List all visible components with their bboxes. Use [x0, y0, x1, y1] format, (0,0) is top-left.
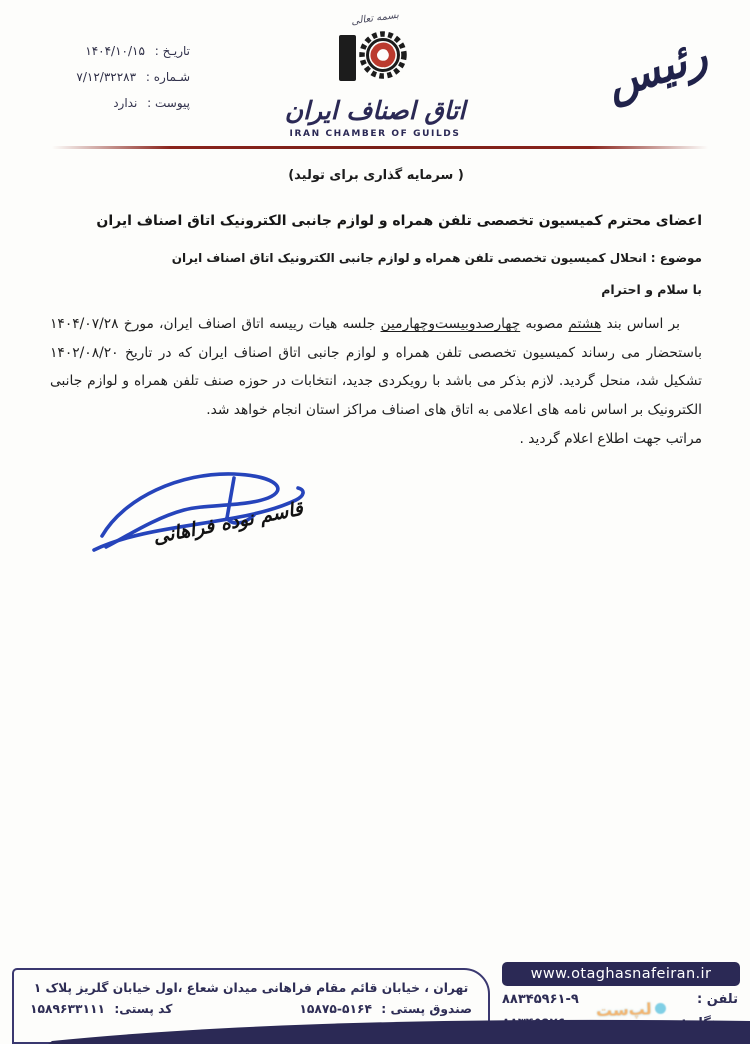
date-label: تاریـخ :	[154, 44, 190, 58]
postalcode-value: ۱۵۸۹۶۳۳۱۱۱	[30, 1002, 106, 1016]
closing-line: مراتب جهت اطلاع اعلام گردید .	[519, 431, 702, 447]
chamber-name-english: IRAN CHAMBER OF GUILDS	[289, 129, 461, 139]
paragraph-part: بر اساس بند	[601, 316, 680, 332]
underlined-word-424th: چهارصدوبیست‌وچهارمین	[380, 316, 521, 332]
pobox-value: ۱۵۸۷۵-۵۱۶۴	[299, 1002, 372, 1016]
besmele-text: بسمه تعالی	[350, 9, 400, 28]
pobox-label: صندوق پستی :	[381, 1002, 472, 1016]
paragraph-part: جلسه هیات رییسه اتاق اصناف ایران، مورخ ۱۴۰۴/۰۷/۲۸ باستحضار می رساند کمیسیون تخصصی تلفن همراه و لوازم جانبی اتاق اصناف ایران که در تاریخ ۱۴۰۲/۰۸/۲۰ تشکیل شد، منحل گردید. لازم بذکر می باشد با رویکردی جدید، انتخابات در حوزه صنف تلفن همراه و لوازم جانبی الکترونیک بر اساس نامه های اعلامی به اتاق های اصناف مراکز استان انجام خواهد شد.	[50, 316, 702, 418]
president-calligraphy: رئیس	[599, 29, 714, 110]
chamber-name-farsi: اتاق اصناف ایران	[284, 96, 466, 125]
meta-date	[30, 44, 190, 58]
address-line: تهران ، خیابان قائم مقام فراهانی میدان شعاع ،اول خیابان گلریز پلاک ۱	[33, 981, 469, 995]
postalcode-label: کد پستی:	[114, 1002, 173, 1016]
chamber-logo-block	[255, 6, 495, 139]
number-label: شـماره :	[145, 70, 190, 84]
paragraph-part: مصوبه	[520, 316, 569, 332]
letter-meta-block	[30, 44, 190, 122]
watermark-text: لپ‌ست	[595, 999, 652, 1021]
chamber-gear-logo-icon	[335, 28, 415, 90]
salutation-line: با سلام و احترام	[601, 282, 702, 297]
main-paragraph	[50, 310, 702, 424]
attachment-value: ندارد	[113, 96, 138, 110]
meta-number	[30, 70, 190, 84]
signer-name-calligraphy: قاسم نوده فراهانی	[151, 497, 305, 549]
header-divider-line	[52, 146, 708, 149]
underlined-word-eighth: هشتم	[568, 316, 602, 332]
attachment-label: پیوست :	[147, 96, 190, 110]
meta-attachment	[30, 96, 190, 110]
letter-body	[50, 168, 702, 453]
date-value: ۱۴۰۴/۱۰/۱۵	[85, 44, 145, 58]
slogan-line: ( سرمایه گذاری برای تولید)	[288, 168, 464, 183]
number-value: ۷/۱۲/۳۲۲۸۳	[76, 70, 137, 84]
subject-line: موضوع : انحلال کمیسیون تخصصی تلفن همراه و لوازم جانبی الکترونیک اتاق اصناف ایران	[171, 251, 702, 265]
recipient-line: اعضای محترم کمیسیون تخصصی تلفن همراه و لوازم جانبی الکترونیک اتاق اصناف ایران	[96, 213, 702, 229]
watermark-dot-icon	[654, 1003, 665, 1014]
website-banner: www.otaghasnafeiran.ir	[502, 962, 740, 986]
publisher-watermark	[596, 999, 666, 1020]
phone-value: ۸۸۳۴۵۹۶۱-۹	[502, 992, 579, 1007]
phone-label: تلفن :	[697, 992, 738, 1007]
